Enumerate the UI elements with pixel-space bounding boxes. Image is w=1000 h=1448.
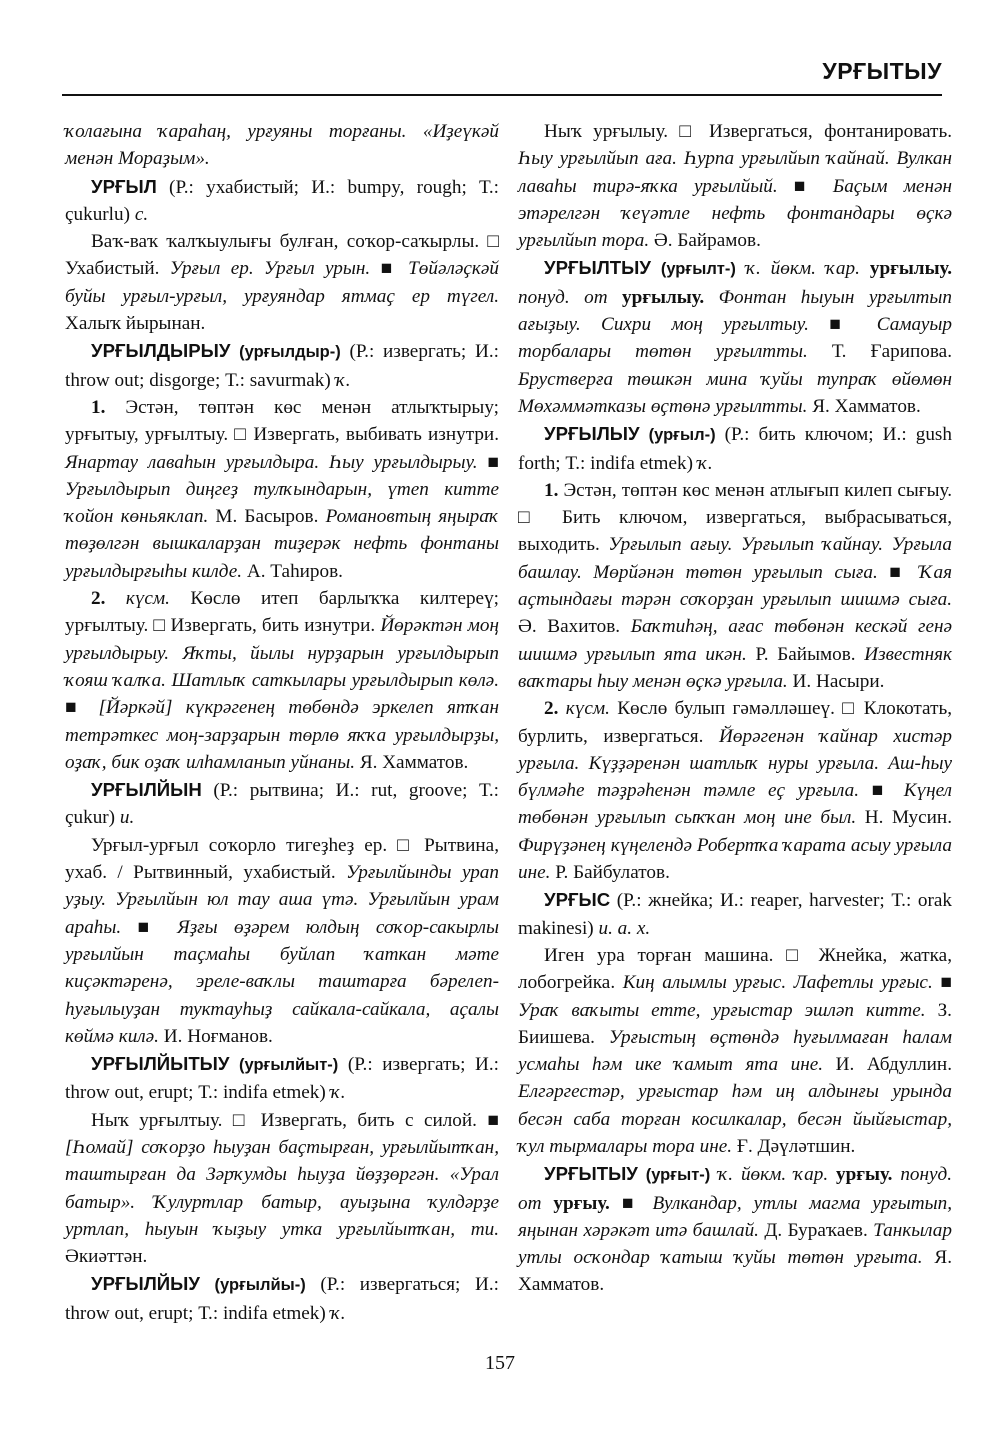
header-rule <box>62 94 942 96</box>
text: (Р.: бить ключом; И.: gush forth; Т.: indifa etmek) <box>518 424 952 474</box>
headword: УРҒЫТЫУ <box>544 1163 638 1185</box>
example-text: күсм. <box>125 588 170 610</box>
text: Р. Байбулатов. <box>550 862 670 884</box>
text <box>638 1164 646 1185</box>
stem: (урғыт-) <box>645 1166 711 1185</box>
text: ■ <box>477 451 499 473</box>
text: ■ <box>877 561 920 583</box>
example-text: ҡ. <box>335 369 351 391</box>
text <box>651 258 661 279</box>
example-text: Һыу урғылйып аға. Һурпа урғылйып ҡайнай. Вулкан лаваһы тирә-яҡка урғылйый. <box>518 148 952 197</box>
headword: УРҒЫЛЙЫТЫУ <box>91 1053 230 1075</box>
bold-text: урғылыу. <box>869 258 953 280</box>
text <box>710 1164 718 1185</box>
example-text: понуд. от <box>518 286 608 308</box>
text: Т. Ғарипова. <box>807 341 952 363</box>
text: (Р.: ухабистый; И.: bumpy, rough; Т.: çukurlu) <box>65 176 499 225</box>
example-text: Известняк ваҡтары һыу менән өҫкә урғыла. <box>518 643 952 692</box>
text: (Р.: извергаться; И.: throw out, erupt; Т.: indifa etmek) <box>65 1274 499 1324</box>
text <box>736 258 746 279</box>
text: Көслө булып гәмәлләшеү. □ Клокотать, бурлить, извергаться. <box>518 698 952 747</box>
text: Әкиәттән. <box>65 1246 148 1268</box>
example-text: ҡ. <box>697 452 713 474</box>
dictionary-entry <box>518 420 952 477</box>
example-text: Янартау лаваһын урғылдыра. Һыу урғылдырыу. <box>65 451 478 473</box>
example-text: с. <box>134 203 149 225</box>
example-text: Ураҡ ваҡыты етте, урғыстар эшләп китте. <box>518 999 926 1021</box>
definition-paragraph <box>65 1107 499 1271</box>
text: ■ <box>370 258 409 280</box>
example-text: Күңел төбөнән урғылып сыҡҡан моң ине был. <box>518 780 952 829</box>
text <box>541 1193 553 1214</box>
example-text: ҡ. <box>330 1302 346 1324</box>
text: ■ <box>65 697 99 719</box>
definition-paragraph <box>518 695 952 886</box>
text: Р. Байымов. <box>746 643 865 665</box>
definition-paragraph <box>518 477 952 695</box>
example-text: Романовтың яңыраҡ төҙөлгән вышкаларҙан тиҙерәк нефть фонтаны урғылдырғыһы килде. <box>65 506 499 582</box>
text: (Р.: извергать; И.: throw out, erupt; Т.: indifa etmek) <box>65 1054 499 1104</box>
text: З. Биишева. <box>518 999 952 1048</box>
example-text: Ҡая аҫтындағы тәрән соҡорҙан урғылып шишмә сыға. <box>518 561 952 611</box>
dictionary-entry <box>65 776 499 832</box>
right-column <box>518 118 952 1299</box>
example-text: Танкылар утлы осҡондар ҡатыш ҡуйы төтөн урғыта. <box>518 1219 952 1269</box>
example-text: ҡолағына ҡараһаң, урғуяны торғаны. «Иҙеүкәй менән Мораҙым». <box>65 121 499 170</box>
text: Иген ура торған машина. □ Жнейка, жатка, лобогрейка. <box>518 944 952 994</box>
text <box>229 1054 239 1075</box>
bold-text: 1. <box>91 396 106 418</box>
text: Ныҡ урғылтыу. □ Извергать, бить с силой. ■ <box>91 1109 499 1131</box>
example-text: Урғылйынды урап уҙыу. Урғылйын юл тау аша үтә. Урғылйын урам араһы. <box>65 862 499 938</box>
example-text: Брустверға төшкән мина ҡуйы тупраҡ өйөмөн Мөхәммәтказы өҫтөнә урғылтты. <box>518 368 952 417</box>
definition-paragraph <box>65 832 499 1050</box>
text <box>230 341 239 362</box>
example-text: Йөрәктән моң урғылдырыу. Яҡты, йылы нурҙарын урғылдырып ҡояш ҡалҡа. Шатлыҡ саткылары урғылдырып көлә. <box>65 615 499 691</box>
text: Эстән, төптән көс менән атлығып килеп сығыу. □ Бить ключом, извергаться, выбрасываться, выходить. <box>518 479 952 556</box>
example-text: и. <box>119 807 135 829</box>
text: Д. Бураҡаев. <box>758 1219 874 1241</box>
dictionary-entry <box>65 173 499 229</box>
text: (Р.: жнейка; И.: reaper, harvester; Т.: orak makinesi) <box>518 890 952 939</box>
headword: УРҒЫЛТЫУ <box>544 257 651 279</box>
example-text: и. а. х. <box>598 917 651 939</box>
stem: (урғылйы-) <box>214 1276 306 1295</box>
example-text: Яҙғы өҙәрем юлдың соҡор-сакырлы урғылйын таҫмаһы буйлап ҡаткан мәте киҫәктәренә, эреле-ваҡлы таштарға бәрелеп-һуғылыуҙан туктауһыҙ сайкала-сайкала, аҫалы көймә килә. <box>65 916 500 1047</box>
text: М. Басыров. <box>208 506 326 528</box>
headword: УРҒЫЛ <box>91 175 157 197</box>
text <box>105 588 125 609</box>
example-text: Вулкандар, утлы магма урғытып, яңынан хәрәкәт итә башлай. <box>518 1192 953 1241</box>
text: ■ <box>859 780 904 802</box>
example-text: Төйәләҫкәй буйы урғыл-урғыл, урғуяндар ятмаҫ ер түгел. <box>65 258 499 307</box>
text: (Р.: извергать; И.: throw out; disgorge; Т.: savurmak) <box>65 341 499 391</box>
text: (Р.: рытвина; И.: rut, groove; Т.: çukur) <box>65 780 499 829</box>
example-text: Киң алымлы урғыс. Лафетлы урғыс. <box>622 972 933 994</box>
text: Халыҡ йырынан. <box>65 313 206 335</box>
page-number: 157 <box>485 1352 515 1374</box>
example-text: Фирүҙәнең күңелендә Робертҡа ҡарата асыу урғыла ине. <box>518 834 952 884</box>
text: Я. Хамматов. <box>518 1247 952 1296</box>
headword: УРҒЫЛЫУ <box>544 423 640 445</box>
definition-paragraph <box>518 118 952 254</box>
example-text: Урғыл ер. Урғыл урын. <box>169 258 371 280</box>
dictionary-entry <box>65 1050 499 1107</box>
bold-text: 2. <box>544 698 559 720</box>
example-text: Елгәргестәр, урғыстар һәм иң алдынғы урында бесән саба торған косилкалар, бесән йыйғыстар, ҡул тырмалары тора ине. <box>518 1081 952 1157</box>
text <box>558 698 565 719</box>
example-text: күсм. <box>565 698 610 720</box>
text: А. Таһиров. <box>242 560 343 582</box>
headword: УРҒЫЛЙЫН <box>91 779 202 801</box>
text <box>608 287 622 308</box>
bold-text: 1. <box>544 479 559 501</box>
example-text: Баҡтиһәң, ағас төбөнән кескәй генә шишмә урғылып ята икән. <box>518 616 952 665</box>
text <box>640 424 649 445</box>
text: ■ <box>121 916 178 938</box>
example-text: Баҫым менән этәрелгән ҡеүәтле нефть фонтандары өҫкә урғылйып тора. <box>518 175 953 252</box>
dictionary-entry <box>518 1160 952 1298</box>
dictionary-entry <box>65 1270 499 1327</box>
example-text: Фонтан һыуын урғылтып ағыҙыу. Сихри моң урғылтыу. <box>518 286 953 336</box>
continued-text <box>65 118 499 173</box>
definition-paragraph <box>65 585 499 776</box>
headword: УРҒЫЛДЫРЫУ <box>91 340 231 362</box>
definition-paragraph <box>65 228 499 337</box>
text: ■ <box>777 175 833 197</box>
text: ■ <box>932 972 952 994</box>
text: Я. Хамматов. <box>807 395 921 417</box>
stem: (урғыл-) <box>648 426 716 445</box>
bold-text: урғылыу. <box>622 286 705 308</box>
example-text: Урғыстың өҫтөндә һуғылмаған һалам усмаһы һәм ике ҡамыт ята ине. <box>518 1026 952 1076</box>
example-text: понуд. от <box>518 1164 952 1214</box>
definition-paragraph <box>65 394 499 585</box>
text: Ғ. Дәүләтшин. <box>732 1135 856 1157</box>
text: И. Абдуллин. <box>823 1054 952 1076</box>
example-text: Йөрәгенән ҡайнар хистәр урғыла. Күҙҙәренән шатлыҡ нуры урғыла. Аш-һыу бүлмәһе тәҙрәһенән тәмле еҫ урғыла. <box>518 725 952 802</box>
example-text: Урғылып ағыу. Урғылып ҡайнау. Урғыла башлау. Мөрйәнән төтөн урғылып сыға. <box>518 534 952 583</box>
running-head: УРҒЫТЫУ <box>822 58 942 84</box>
example-text: ҡ. йөкм. ҡар. <box>745 258 860 280</box>
example-text: ҡ. йөкм. ҡар. <box>718 1164 829 1186</box>
text: Эстән, төптән көс менән атлыҡтырыу; урғытыу, урғылтыу. □ Извергать, выбивать изнутри. <box>65 396 499 446</box>
stem: (урғылйыт-) <box>239 1056 339 1075</box>
text: Көслө итеп барлыҡҡа килтереү; урғылтыу. □ Извергать, бить изнутри. <box>65 588 500 637</box>
example-text: Самауыр торбалары төтөн урғылтты. <box>518 314 952 363</box>
example-text: Урғылдырып диңгеҙ тулҡындарын, үтеп китте ҡойон көньяклап. <box>65 478 499 528</box>
text: И. Ноғманов. <box>158 1025 273 1047</box>
text: Ваҡ-ваҡ ҡалҡыулығы булған, соҡор-саҡырлы. □ Ухабистый. <box>65 231 499 280</box>
bold-text: урғыу. <box>553 1192 610 1214</box>
text: ■ <box>808 314 877 336</box>
headword: УРҒЫС <box>544 889 611 911</box>
bold-text: 2. <box>91 588 106 610</box>
text: Н. Мусин. <box>856 807 952 829</box>
text <box>200 1274 215 1295</box>
text <box>828 1164 836 1185</box>
stem: (урғылдыр-) <box>239 343 341 362</box>
headword: УРҒЫЛЙЫУ <box>91 1273 200 1295</box>
left-column <box>65 118 499 1327</box>
text <box>704 287 718 308</box>
example-text: [Һомай] соҡорҙо һыуҙан баҫтырған, урғылйытҡан, таштырған да Зәрҡумды һыуҙа йөҙҙөргән. «Урал батыр». Ҡулуртлар батыр, ауыҙына ҡулдәрҙе уртлап, һыуын ҡыҙыу утка урғылйытҡан, ти. <box>65 1136 499 1240</box>
bold-text: урғыу. <box>836 1164 893 1186</box>
definition-paragraph <box>518 942 952 1160</box>
text: Урғыл-урғыл соҡорло тигеҙһеҙ ер. □ Рытвина, ухаб. / Рытвинный, ухабистый. <box>65 834 499 884</box>
text: И. Насыри. <box>787 670 885 692</box>
text: Я. Хамматов. <box>355 751 469 773</box>
text: ■ <box>609 1192 653 1214</box>
dictionary-entry <box>65 337 499 394</box>
text: Ныҡ урғылыу. □ Извергаться, фонтанировать. <box>544 121 952 142</box>
dictionary-entry <box>518 254 952 420</box>
example-text: [Йәркәй] күкрәгенең төбөндә эркелеп ятҡан тетрәткес моң-зарҙарын төрлө яҡҡа урғылдырҙы, оҙаҡ, бик оҙаҡ илһамланып уйнаны. <box>65 697 499 773</box>
dictionary-entry <box>518 886 952 942</box>
stem: (урғылт-) <box>660 260 736 279</box>
text: Ә. Байрамов. <box>649 230 761 252</box>
example-text: ҡ. <box>330 1082 346 1104</box>
text <box>860 258 870 279</box>
text: Ә. Вахитов. <box>518 616 631 638</box>
